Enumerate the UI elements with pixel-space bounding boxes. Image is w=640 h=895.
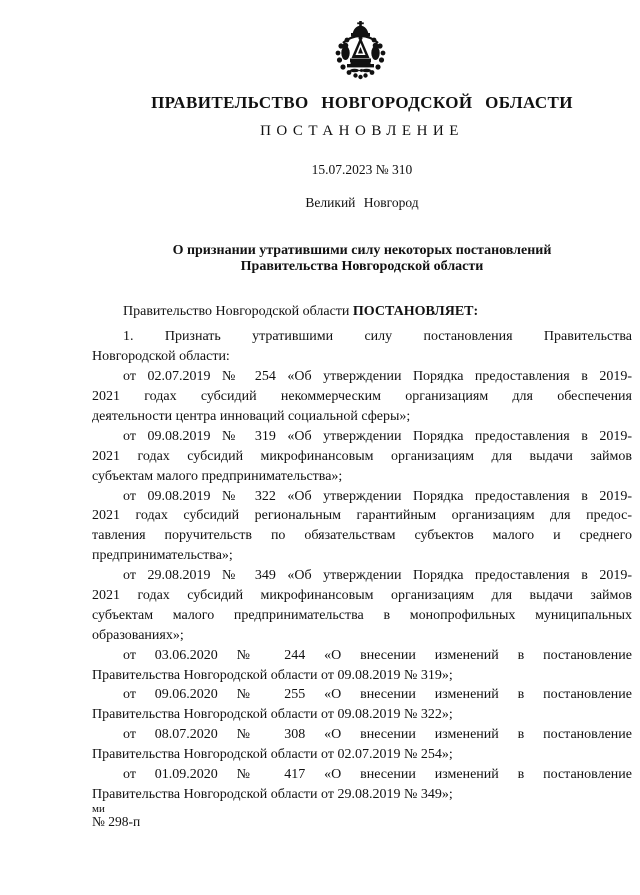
body-line: 2021 годах субсидий региональным гарантийным организациям для предос- (92, 508, 632, 524)
city-line: Великий Новгород (305, 195, 419, 210)
footer (92, 804, 140, 829)
doc-title (92, 243, 632, 274)
org-name: ПРАВИТЕЛЬСТВО НОВГОРОДСКОЙ ОБЛАСТИ (151, 93, 573, 112)
body-line: от 29.08.2019 № 349 «Об утверждении Порядка предоставления в 2019- (123, 568, 632, 584)
executor-initials: ми (92, 803, 105, 815)
body-line: от 01.09.2020 № 417 «О внесении изменений в постановление (123, 766, 632, 782)
intro-resolves-bold: ПОСТАНОВЛЯЕТ: (352, 304, 479, 319)
body-line: от 09.08.2019 № 319 «Об утверждении Порядка предоставления в 2019- (123, 428, 632, 444)
novgorod-coat-of-arms-icon (333, 21, 388, 81)
body-line: 2021 годах субсидий микрофинансовым организациям для выдачи займов (92, 448, 632, 464)
intro-text: Правительство Новгородской области (123, 304, 353, 319)
body-line: Правительства Новгородской области от 09.08.2019 № 319»; (92, 667, 453, 683)
body-line: от 09.06.2020 № 255 «О внесении изменений в постановление (123, 687, 632, 703)
date-and-number: 15.07.2023 № 310 (311, 162, 413, 177)
doc-type-heading: ПОСТАНОВЛЕНИЕ (260, 123, 464, 139)
body-line: 2021 годах субсидий микрофинансовым организациям для выдачи займов (92, 587, 632, 603)
doc-title-line2: Правительства Новгородской области (240, 258, 484, 274)
body-line: Новгородской области: (92, 349, 230, 365)
registration-number: № 298-п (92, 814, 141, 829)
doc-title-line1: О признании утратившими силу некоторых постановлений (172, 243, 552, 258)
body-line: образованиях»; (92, 627, 184, 643)
body-line: 2021 годах субсидий некоммерческим организациям для обеспечения (92, 389, 632, 405)
body-line: тавления поручительств по обязательствам субъектов малого и среднего (92, 528, 632, 544)
body-lines (92, 327, 632, 804)
intro-line (92, 302, 632, 322)
body-line: Правительства Новгородской области от 02.07.2019 № 254»; (92, 747, 453, 763)
body-line: от 08.07.2020 № 308 «О внесении изменений в постановление (123, 727, 632, 743)
body-line: от 09.08.2019 № 322 «Об утверждении Порядка предоставления в 2019- (123, 488, 632, 504)
body-line: 1. Признать утратившими силу постановления Правительства (123, 329, 632, 345)
body-line: Правительства Новгородской области от 29.08.2019 № 349»; (92, 786, 453, 802)
body-line: деятельности центра инноваций социальной сферы»; (92, 408, 411, 424)
document-body (92, 302, 632, 805)
body-line: от 03.06.2020 № 244 «О внесении изменений в постановление (123, 647, 632, 663)
body-line: субъектам малого предпринимательства»; (92, 468, 343, 484)
body-line: Правительства Новгородской области от 09.08.2019 № 322»; (92, 707, 453, 723)
body-line: субъектам малого предпринимательства в монопрофильных муниципальных (92, 607, 632, 623)
body-line: от 02.07.2019 № 254 «Об утверждении Порядка предоставления в 2019- (123, 369, 632, 385)
body-line: предпринимательства»; (92, 548, 233, 564)
